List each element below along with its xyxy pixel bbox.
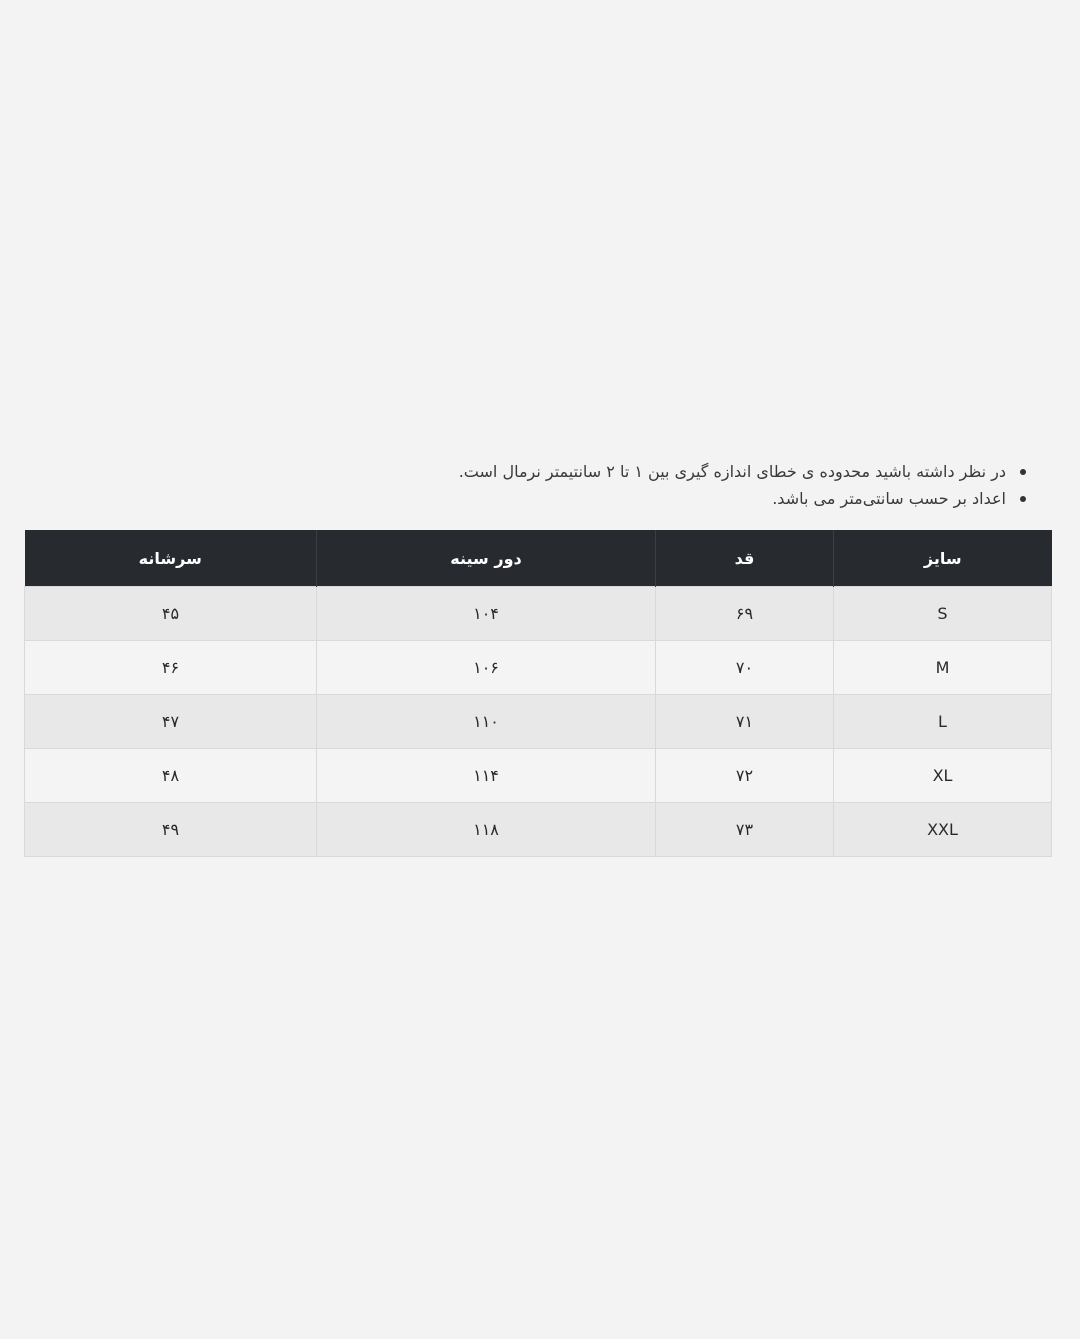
header-shoulder: سرشانه	[25, 530, 317, 587]
cell-shoulder: ۴۸	[25, 749, 317, 803]
cell-size: XL	[834, 749, 1052, 803]
note-measurement-error: در نظر داشته باشید محدوده ی خطای اندازه گیری بین ۱ تا ۲ سانتیمتر نرمال است.	[306, 458, 1006, 485]
cell-shoulder: ۴۹	[25, 803, 317, 857]
cell-shoulder: ۴۶	[25, 641, 317, 695]
table-row	[25, 695, 1052, 749]
cell-height: ۷۲	[656, 749, 834, 803]
header-height: قد	[656, 530, 834, 587]
measurement-notes-list	[306, 458, 1030, 512]
cell-height: ۷۳	[656, 803, 834, 857]
cell-shoulder: ۴۵	[25, 587, 317, 641]
table-row	[25, 749, 1052, 803]
cell-chest: ۱۰۴	[317, 587, 656, 641]
size-chart-table	[24, 530, 1052, 857]
cell-chest: ۱۱۸	[317, 803, 656, 857]
cell-height: ۷۱	[656, 695, 834, 749]
cell-chest: ۱۱۰	[317, 695, 656, 749]
cell-shoulder: ۴۷	[25, 695, 317, 749]
cell-chest: ۱۰۶	[317, 641, 656, 695]
table-row	[25, 803, 1052, 857]
table-header-row	[25, 530, 1052, 587]
cell-size: S	[834, 587, 1052, 641]
cell-height: ۶۹	[656, 587, 834, 641]
cell-height: ۷۰	[656, 641, 834, 695]
cell-size: L	[834, 695, 1052, 749]
header-size: سایز	[834, 530, 1052, 587]
table-row	[25, 641, 1052, 695]
cell-chest: ۱۱۴	[317, 749, 656, 803]
note-units: اعداد بر حسب سانتی‌متر می باشد.	[306, 485, 1006, 512]
table-row	[25, 587, 1052, 641]
header-chest: دور سینه	[317, 530, 656, 587]
cell-size: M	[834, 641, 1052, 695]
cell-size: XXL	[834, 803, 1052, 857]
